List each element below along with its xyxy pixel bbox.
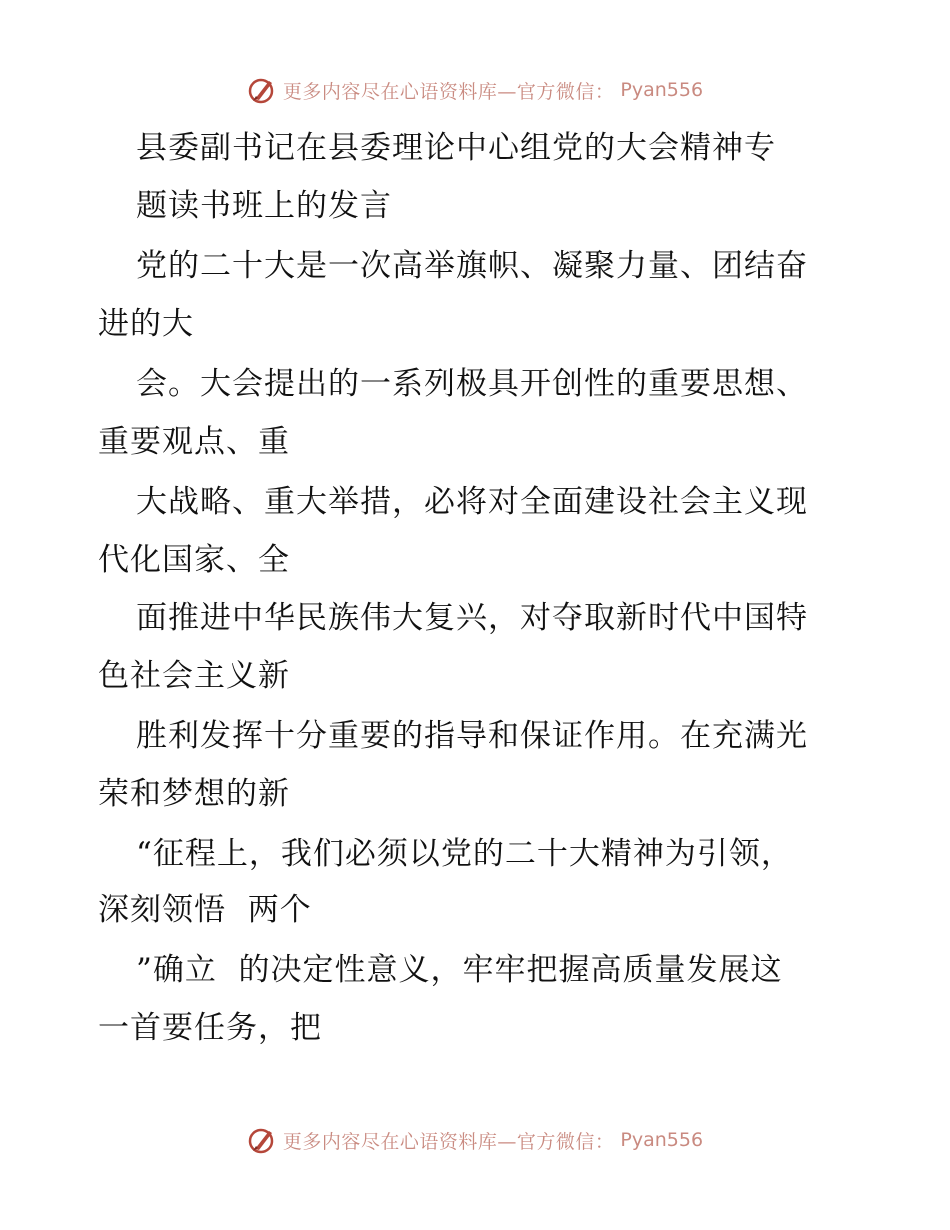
watermark-text: 更多内容尽在心语资料库—官方微信： [282, 80, 615, 103]
doc-title-line-1: 县委副书记在县委理论中心组党的大会精神专 [136, 130, 776, 166]
footer-watermark [0, 1120, 950, 1160]
watermark-wechat-id: Pyan556 [620, 79, 704, 101]
doc-line-13: “征程上，我们必须以党的二十大精神为引领， [136, 836, 793, 872]
header-watermark [0, 70, 950, 110]
doc-line-10: 色社会主义新 [98, 658, 290, 694]
doc-line-9: 面推进中华民族伟大复兴，对夺取新时代中国特 [136, 600, 808, 636]
doc-line-4: 进的大 [98, 306, 194, 342]
doc-line-12: 荣和梦想的新 [98, 776, 290, 812]
doc-title-line-2: 题读书班上的发言 [136, 188, 392, 224]
quill-logo-icon [247, 1125, 277, 1155]
doc-line-6: 重要观点、重 [98, 424, 290, 460]
doc-line-7: 大战略、重大举措，必将对全面建设社会主义现 [136, 484, 808, 520]
watermark-wechat-id: Pyan556 [620, 1129, 704, 1151]
doc-line-15: ”确立 的决定性意义，牢牢把握高质量发展这 [136, 952, 783, 988]
doc-line-8: 代化国家、全 [98, 542, 290, 578]
quill-logo-icon [247, 75, 277, 105]
doc-line-11: 胜利发挥十分重要的指导和保证作用。在充满光 [136, 718, 808, 754]
watermark-text: 更多内容尽在心语资料库—官方微信： [282, 1130, 615, 1153]
doc-line-16: 一首要任务，把 [98, 1010, 322, 1046]
doc-line-5: 会。大会提出的一系列极具开创性的重要思想、 [136, 366, 808, 402]
doc-line-3: 党的二十大是一次高举旗帜、凝聚力量、团结奋 [136, 248, 808, 284]
doc-line-14: 深刻领悟 两个 [98, 892, 312, 928]
